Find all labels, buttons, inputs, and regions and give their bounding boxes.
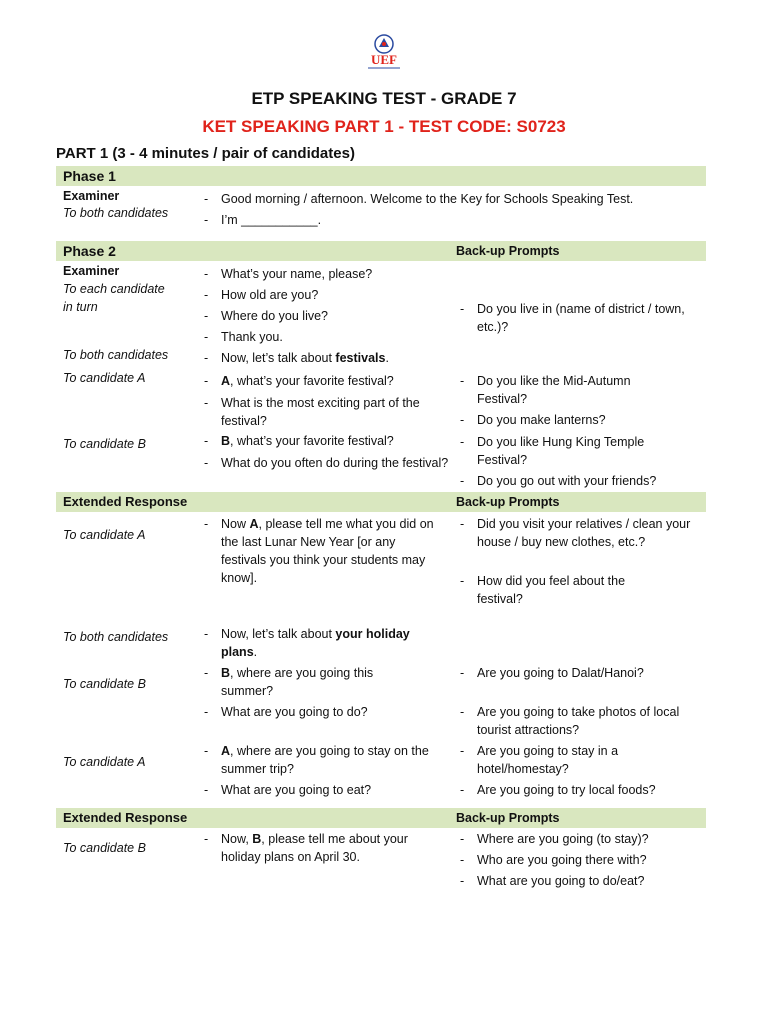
examiner-prompt: - What are you going to do? — [204, 705, 368, 719]
backup-prompts-label: Back-up Prompts — [456, 495, 560, 509]
backup-prompt: - Do you make lanterns? — [460, 413, 606, 427]
to-both-label: To both candidates — [63, 206, 169, 220]
extended-response-band — [56, 492, 706, 512]
backup-prompt: - Do you like the Mid-Autumn Festival? — [460, 374, 631, 406]
examiner-prompt: - Now, let’s talk about your holiday plans. — [204, 627, 410, 659]
backup-prompt: - Do you like Hung King Temple Festival? — [460, 435, 645, 467]
backup-prompt: - Are you going to Dalat/Hanoi? — [460, 666, 644, 680]
examiner-prompt: - What do you often do during the festival? — [204, 456, 449, 470]
to-candidate-b-label: To candidate B — [63, 437, 146, 451]
backup-prompt: - What are you going to do/eat? — [460, 874, 645, 888]
backup-prompt: - How did you feel about the festival? — [460, 574, 626, 606]
uef-logo — [362, 33, 406, 71]
phase1-line: - Good morning / afternoon. Welcome to the Key for Schools Speaking Test. — [204, 192, 634, 206]
extended-response-label: Extended Response — [63, 494, 188, 509]
to-candidate-a-label: To candidate A — [63, 371, 146, 385]
phase1-line: - I’m ___________. — [204, 213, 322, 227]
examiner-prompt: - What is the most exciting part of the festival? — [204, 396, 420, 428]
examiner-prompt: - Where do you live? — [204, 309, 329, 323]
document-subtitle: KET SPEAKING PART 1 - TEST CODE: S0723 — [202, 117, 566, 136]
examiner-label: Examiner — [63, 189, 120, 203]
phase1-label: Phase 1 — [63, 168, 116, 184]
logo-text: UEF — [371, 52, 397, 67]
backup-prompt: - Do you live in (name of district / town, etc.)? — [460, 302, 685, 334]
to-each-label: To each candidate — [63, 282, 165, 296]
backup-prompt: - Are you going to stay in a hotel/homestay? — [460, 744, 619, 776]
backup-prompt: - Who are you going there with? — [460, 853, 647, 867]
examiner-prompt: - B, where are you going this summer? — [204, 666, 374, 698]
backup-prompts-label: Back-up Prompts — [456, 811, 560, 825]
part-heading: PART 1 (3 - 4 minutes / pair of candidates) — [56, 145, 355, 162]
to-candidate-b-label: To candidate B — [63, 841, 146, 855]
in-turn-label: in turn — [63, 300, 98, 314]
phase2-label: Phase 2 — [63, 243, 116, 259]
backup-prompts-label: Back-up Prompts — [456, 244, 560, 258]
examiner-prompt: - What’s your name, please? — [204, 267, 373, 281]
examiner-prompt: - Now, let’s talk about festivals. — [204, 351, 389, 365]
backup-prompt: - Did you visit your relatives / clean your house / buy new clothes, etc.? — [460, 517, 691, 549]
backup-prompt: - Are you going to try local foods? — [460, 783, 656, 797]
document-title: ETP SPEAKING TEST - GRADE 7 — [251, 89, 517, 108]
backup-prompt: - Do you go out with your friends? — [460, 474, 657, 488]
backup-prompt: - Where are you going (to stay)? — [460, 832, 649, 846]
extended-response-label: Extended Response — [63, 810, 188, 825]
to-both-label: To both candidates — [63, 630, 169, 644]
examiner-label: Examiner — [63, 264, 120, 278]
extended-response-band — [56, 808, 706, 828]
to-both-label: To both candidates — [63, 348, 169, 362]
backup-prompt: - Are you going to take photos of local tourist attractions? — [460, 705, 680, 737]
examiner-prompt: - What are you going to eat? — [204, 783, 372, 797]
examiner-prompt: - How old are you? — [204, 288, 319, 302]
phase1-band — [56, 166, 706, 186]
to-candidate-a-label: To candidate A — [63, 755, 146, 769]
to-candidate-b-label: To candidate B — [63, 677, 146, 691]
examiner-prompt: - Now, B, please tell me about your holiday plans on April 30. — [204, 832, 408, 864]
examiner-prompt: - A, what’s your favorite festival? — [204, 374, 394, 388]
examiner-prompt: - B, what’s your favorite festival? — [204, 434, 394, 448]
phase2-band — [56, 241, 706, 261]
examiner-prompt: - Now A, please tell me what you did on the last Lunar New Year [or any festivals you think your students may know]. — [204, 517, 434, 585]
examiner-prompt: - Thank you. — [204, 330, 283, 344]
to-candidate-a-label: To candidate A — [63, 528, 146, 542]
examiner-prompt: - A, where are you going to stay on the summer trip? — [204, 744, 429, 776]
